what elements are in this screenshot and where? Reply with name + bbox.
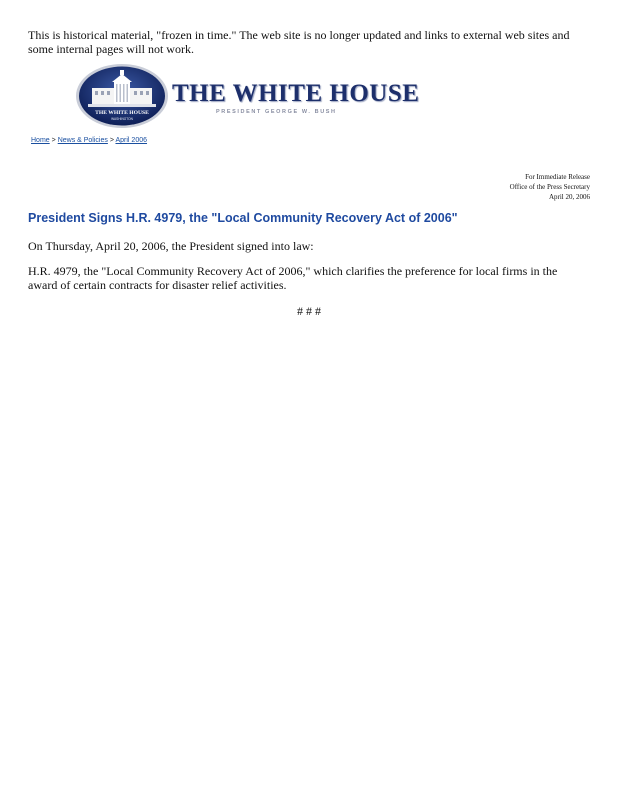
seal-title: THE WHITE HOUSE (95, 110, 149, 116)
breadcrumb-april-2006-link[interactable]: April 2006 (115, 137, 148, 144)
release-info (510, 172, 590, 202)
breadcrumb (31, 137, 147, 144)
archive-notice: This is historical material, "frozen in time." The web site is no longer updated and links to external web sites and some internal pages will not work. (28, 28, 570, 56)
site-title: THE WHITE HOUSE (172, 80, 420, 107)
page-title: President Signs H.R. 4979, the "Local Community Recovery Act of 2006" (28, 211, 458, 225)
site-subtitle: PRESIDENT GEORGE W. BUSH (216, 109, 337, 115)
white-house-seal-icon (74, 62, 170, 130)
breadcrumb-news-policies-link[interactable]: News & Policies (57, 137, 108, 144)
breadcrumb-separator: > (109, 137, 114, 144)
breadcrumb-home-link[interactable]: Home (31, 137, 50, 144)
release-office: Office of the Press Secretary (509, 183, 590, 191)
end-marker: # # # (297, 304, 321, 318)
seal-subtitle: WASHINGTON (111, 117, 133, 121)
white-house-masthead[interactable] (74, 62, 420, 130)
release-type: For Immediate Release (525, 173, 590, 181)
body-paragraph-intro: On Thursday, April 20, 2006, the President signed into law: (28, 239, 314, 253)
breadcrumb-separator: > (51, 137, 56, 144)
body-paragraph-bill: H.R. 4979, the "Local Community Recovery Act of 2006," which clarifies the preference for local firms in the award of certain contracts for disaster relief activities. (28, 264, 558, 292)
release-date: April 20, 2006 (548, 193, 590, 201)
